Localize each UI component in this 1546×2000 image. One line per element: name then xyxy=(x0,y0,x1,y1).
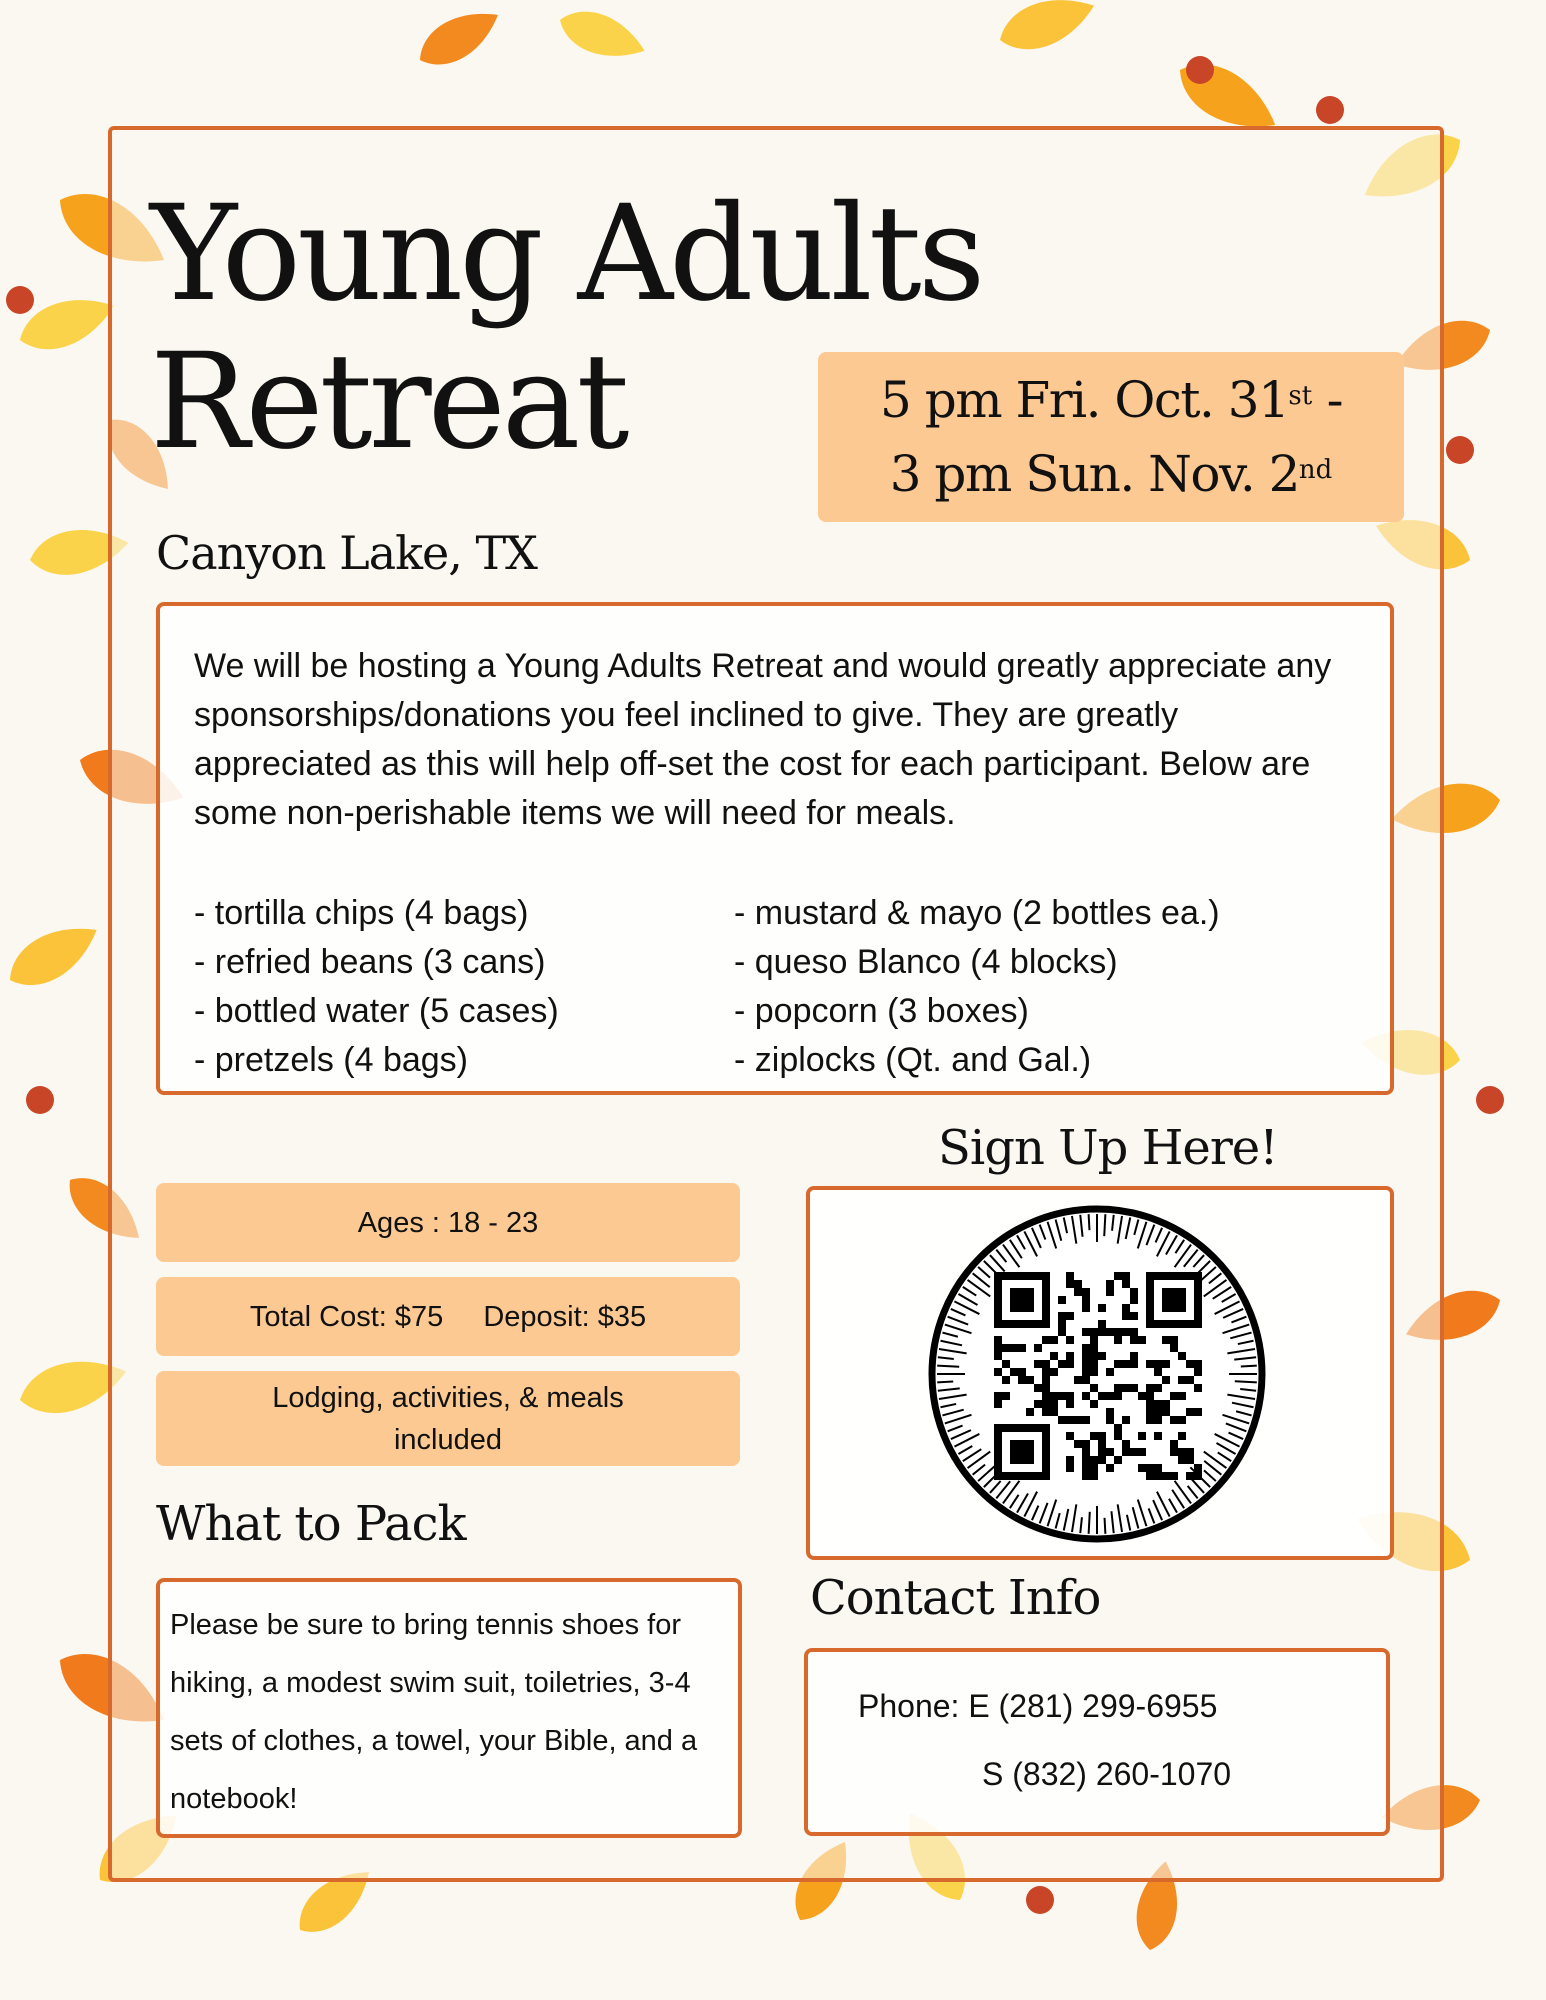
leaf-decor xyxy=(0,911,107,999)
list-item: - tortilla chips (4 bags) - mustard & mayo (2 bottles ea.) xyxy=(194,894,1220,932)
berry-decor xyxy=(6,286,34,314)
berry-decor xyxy=(1476,1086,1504,1114)
deposit: Deposit: $35 xyxy=(483,1300,647,1333)
leaf-decor xyxy=(993,0,1102,60)
list-item: - refried beans (3 cans) - queso Blanco (4 blocks) xyxy=(194,943,1118,981)
phone-secondary[interactable]: S (832) 260-1070 xyxy=(982,1756,1232,1792)
items-list xyxy=(194,889,1364,1085)
leaf-decor xyxy=(410,0,508,77)
phone-primary[interactable]: Phone: E (281) 299-6955 xyxy=(858,1688,1218,1724)
signup-heading: Sign Up Here! xyxy=(938,1120,1278,1176)
list-item: - bottled water (5 cases) - popcorn (3 boxes) xyxy=(194,992,1029,1030)
berry-decor xyxy=(1446,436,1474,464)
berry-decor xyxy=(1186,56,1214,84)
location: Canyon Lake, TX xyxy=(156,526,537,580)
included-badge: Lodging, activities, & meals included xyxy=(156,1371,740,1466)
description-text: We will be hosting a Young Adults Retreat and would greatly appreciate any sponsorships/donations you feel inclined to give. They are greatly appreciated as this will help off-set the cost for each participant. Below are some non-perishable items we will need for meals. xyxy=(194,647,1332,832)
total-cost: Total Cost: $75 xyxy=(249,1300,444,1333)
date-end: 3 pm Sun. Nov. 2nd xyxy=(889,445,1333,503)
leaf-decor xyxy=(553,2,651,70)
list-item: - pretzels (4 bags) - ziplocks (Qt. and Gal.) xyxy=(194,1041,1092,1079)
cost-badge xyxy=(156,1277,740,1356)
pack-heading: What to Pack xyxy=(156,1496,466,1552)
contact-box xyxy=(804,1648,1390,1836)
berry-decor xyxy=(1316,96,1344,124)
date-badge xyxy=(818,352,1404,522)
pack-text: Please be sure to bring tennis shoes for hiking, a modest swim suit, toiletries, 3-4 sets of clothes, a towel, your Bible, and a notebook! xyxy=(170,1609,698,1815)
berry-decor xyxy=(26,1086,54,1114)
qr-box[interactable] xyxy=(806,1186,1394,1560)
ages-badge: Ages : 18 - 23 xyxy=(156,1183,740,1262)
contact-heading: Contact Info xyxy=(810,1570,1101,1626)
pack-box xyxy=(156,1578,742,1838)
description-box xyxy=(156,602,1394,1095)
qr-code-icon[interactable] xyxy=(922,1204,1272,1544)
page-title: Young Adults Retreat xyxy=(150,177,982,479)
date-start: 5 pm Fri. Oct. 31st - xyxy=(880,371,1342,429)
berry-decor xyxy=(1026,1886,1054,1914)
